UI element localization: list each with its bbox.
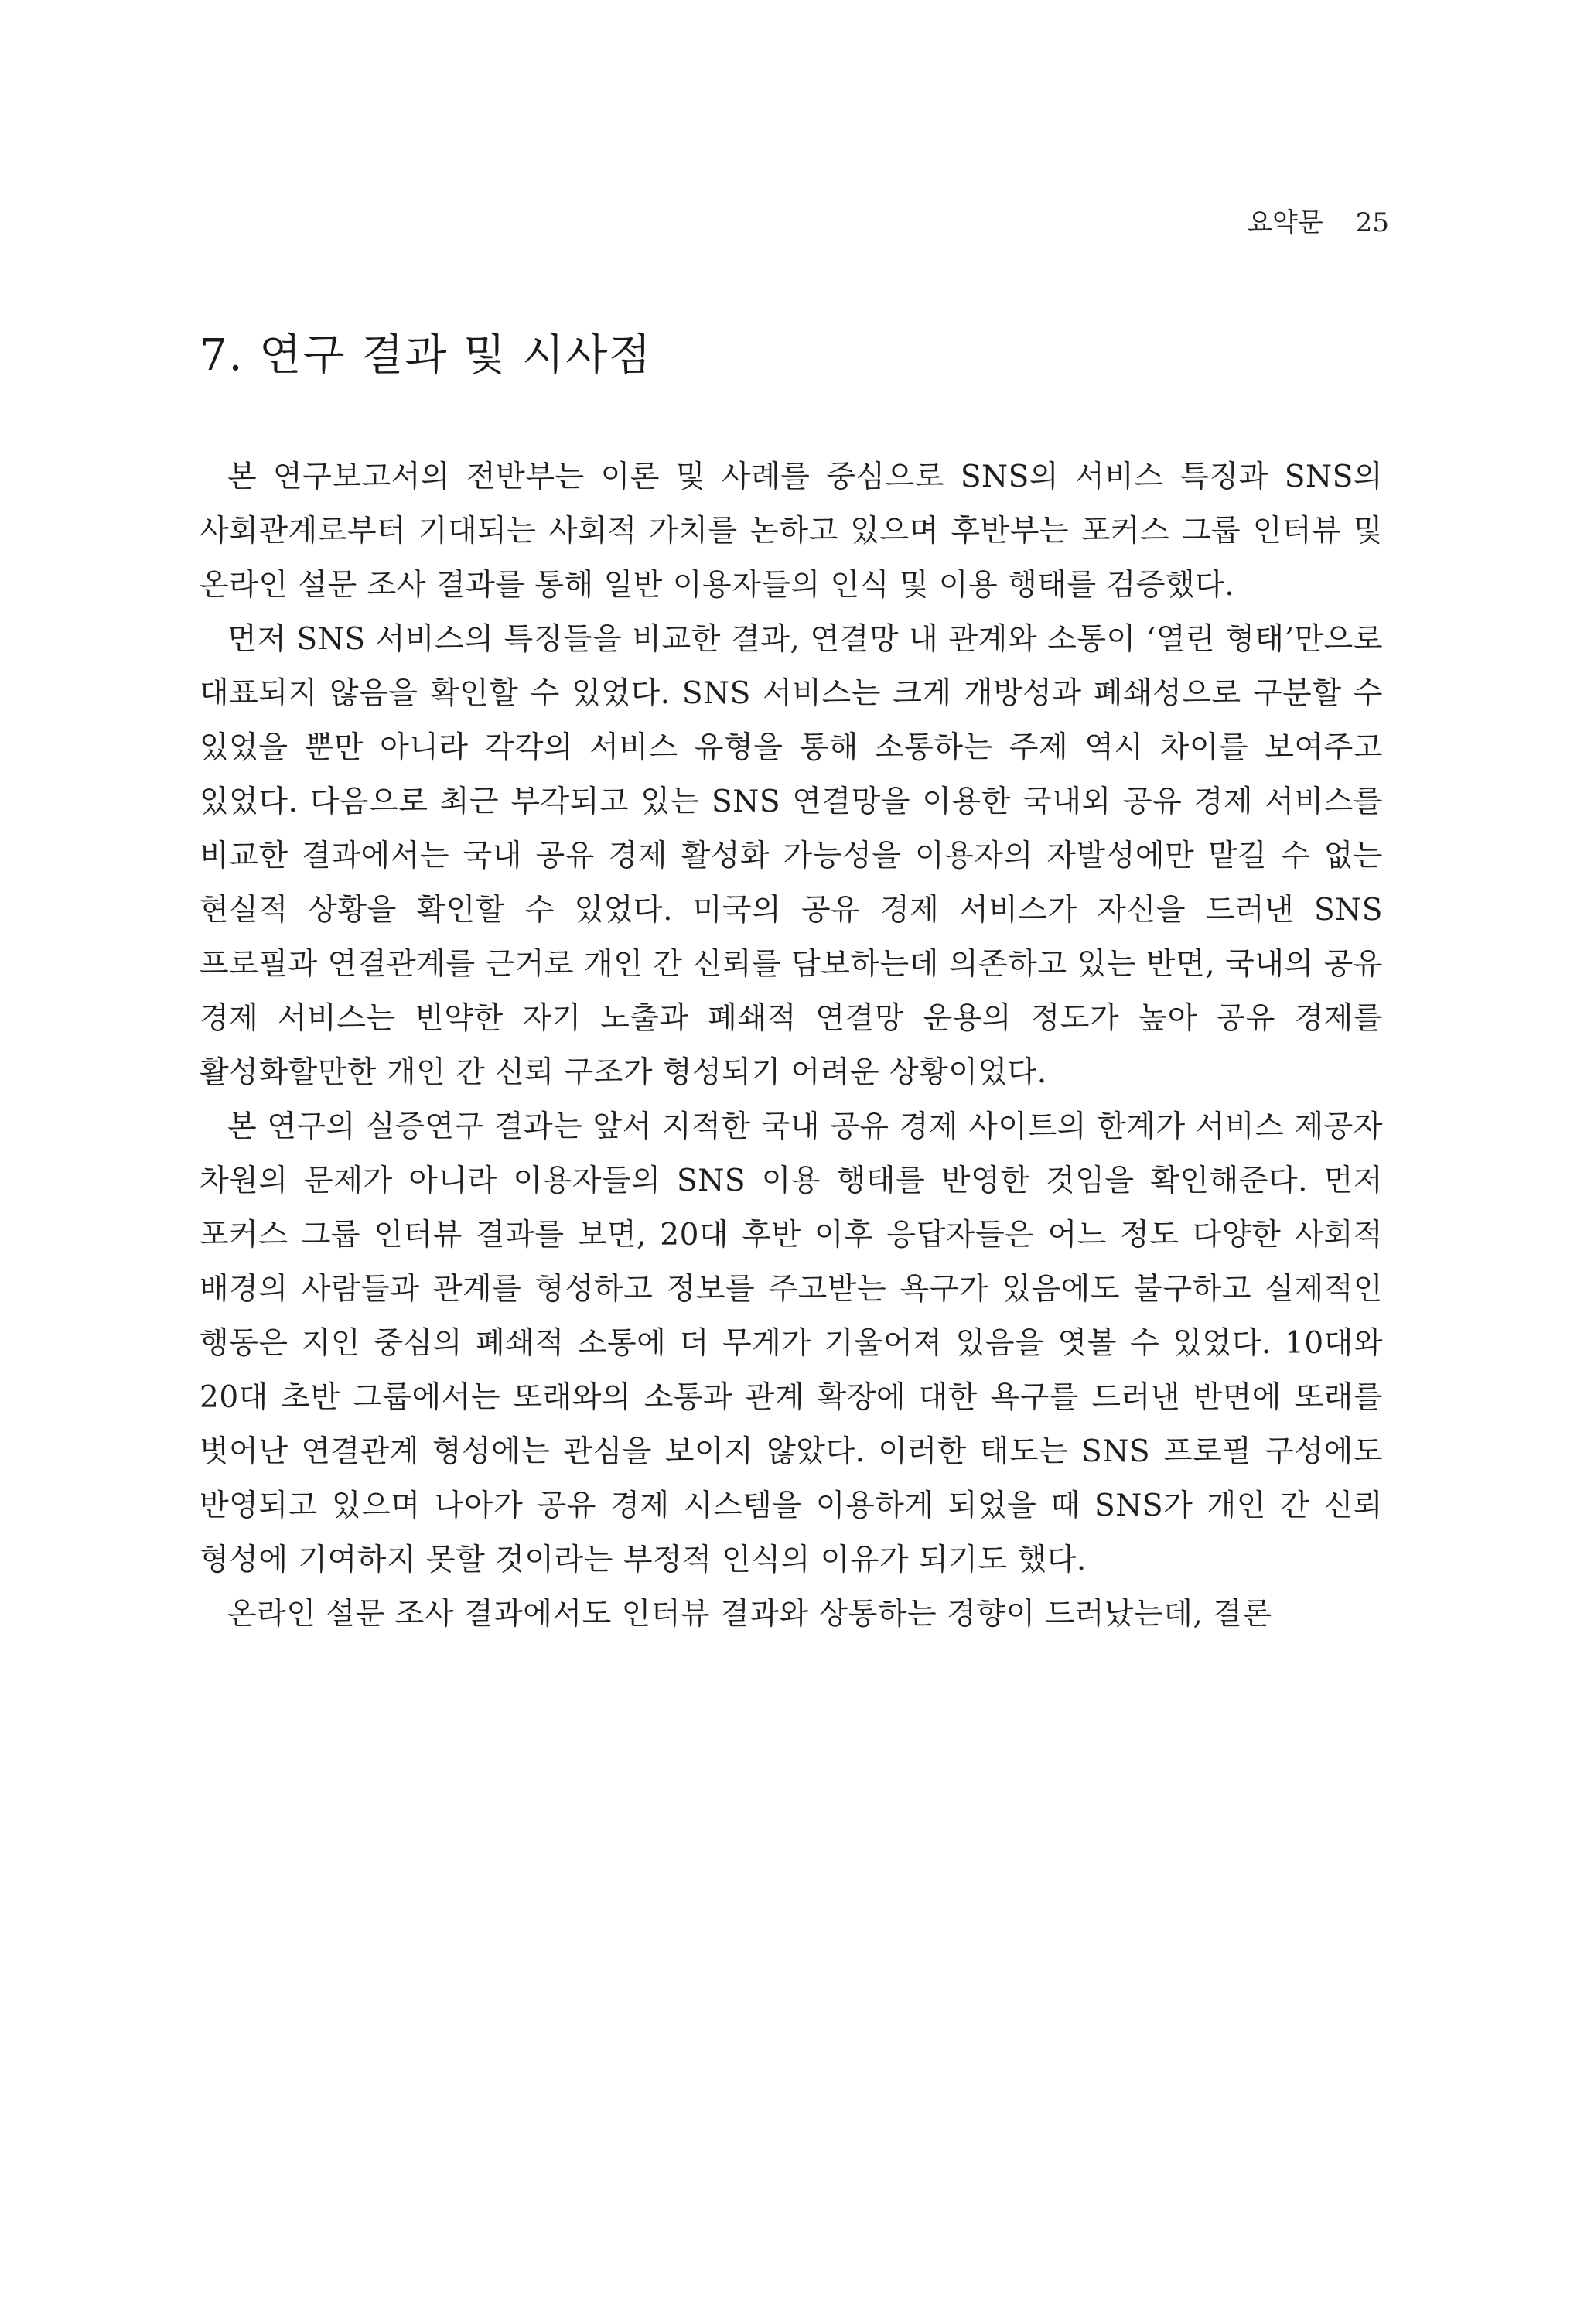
running-title: 요약문	[1247, 207, 1323, 238]
page-number: 25	[1355, 207, 1389, 238]
body-text	[200, 450, 1383, 1642]
section-title: 7. 연구 결과 및 시사점	[200, 330, 653, 381]
paragraph: 온라인 설문 조사 결과에서도 인터뷰 결과와 상통하는 경향이 드러났는데, 결론	[227, 1597, 1272, 1632]
paragraph: 먼저 SNS 서비스의 특징들을 비교한 결과, 연결망 내 관계와 소통이 ‘열린 형태’만으로 대표되지 않음을 확인할 수 있었다. SNS 서비스는 크게 개방성과 폐쇄성으로 구분할 수 있었을 뿐만 아니라 각각의 서비스 유형을 통해 소통하는 주제 역시 차이를 보여주고 있었다. 다음으로 최근 부각되고 있는 SNS 연결망을 이용한 국내외 공유 경제 서비스를 비교한 결과에서는 국내 공유 경제 활성화 가능성을 이용자의 자발성에만 맡길 수 없는 현실적 상황을 확인할 수 있었다. 미국의 공유 경제 서비스가 자신을 드러낸 SNS 프로필과 연결관계를 근거로 개인 간 신뢰를 담보하는데 의존하고 있는 반면, 국내의 공유 경제 서비스는 빈약한 자기 노출과 폐쇄적 연결망 운용의 정도가 높아 공유 경제를 활성화할만한 개인 간 신뢰 구조가 형성되기 어려운 상황이었다.	[200, 622, 1383, 1090]
running-head	[1247, 207, 1389, 238]
paragraph: 본 연구보고서의 전반부는 이론 및 사례를 중심으로 SNS의 서비스 특징과 SNS의 사회관계로부터 기대되는 사회적 가치를 논하고 있으며 후반부는 포커스 그룹 인터뷰 및 온라인 설문 조사 결과를 통해 일반 이용자들의 인식 및 이용 행태를 검증했다.	[200, 460, 1383, 603]
paragraph: 본 연구의 실증연구 결과는 앞서 지적한 국내 공유 경제 사이트의 한계가 서비스 제공자 차원의 문제가 아니라 이용자들의 SNS 이용 행태를 반영한 것임을 확인해준다. 먼저 포커스 그룹 인터뷰 결과를 보면, 20대 후반 이후 응답자들은 어느 정도 다양한 사회적 배경의 사람들과 관계를 형성하고 정보를 주고받는 욕구가 있음에도 불구하고 실제적인 행동은 지인 중심의 폐쇄적 소통에 더 무게가 기울어져 있음을 엿볼 수 있었다. 10대와 20대 초반 그룹에서는 또래와의 소통과 관계 확장에 대한 욕구를 드러낸 반면에 또래를 벗어난 연결관계 형성에는 관심을 보이지 않았다. 이러한 태도는 SNS 프로필 구성에도 반영되고 있으며 나아가 공유 경제 시스템을 이용하게 되었을 때 SNS가 개인 간 신뢰 형성에 기여하지 못할 것이라는 부정적 인식의 이유가 되기도 했다.	[200, 1109, 1383, 1577]
